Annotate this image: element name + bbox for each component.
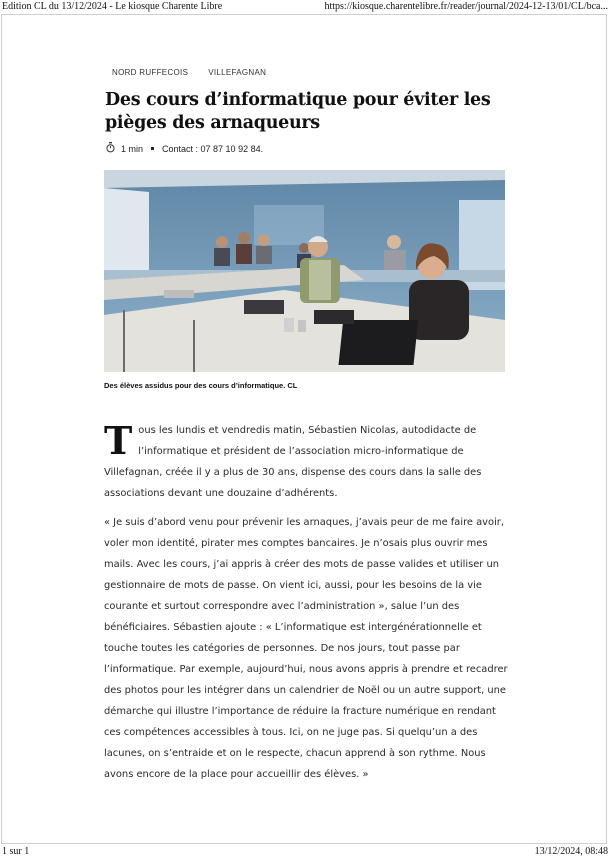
- print-header-title: Edition CL du 13/12/2024 - Le kiosque Charente Libre: [2, 1, 223, 12]
- article-meta: [106, 142, 263, 155]
- print-footer-page: 1 sur 1: [2, 846, 30, 857]
- article-title: Des cours d’informatique pour éviter les pièges des arnaqueurs: [105, 90, 491, 133]
- stopwatch-icon: [106, 142, 115, 155]
- print-footer-date: 13/12/2024, 08:48: [534, 846, 608, 857]
- paragraph-1: [104, 420, 509, 504]
- paragraph-1-text: ous les lundis et vendredis matin, Sébastien Nicolas, autodidacte de l’informatique et président de l’association micro-informatique de Villefagnan, créée il y a plus de 30 ans, dispense des cours dans la salle des associations devant une douzaine d’adhérents.: [104, 425, 482, 499]
- print-header-url: https://kiosque.charentelibre.fr/reader/journal/2024-12-13/01/CL/bca...: [324, 1, 608, 12]
- contact-info: Contact : 07 87 10 92 84.: [162, 143, 264, 154]
- read-time: 1 min: [121, 143, 144, 154]
- drop-cap: T: [104, 418, 133, 463]
- photo-caption: Des élèves assidus pour des cours d’informatique. CL: [104, 381, 298, 390]
- paragraph-2: « Je suis d’abord venu pour prévenir les arnaques, j’avais peur de me faire avoir, voler mon identité, pirater mes comptes bancaires. Je n’osais plus ouvrir mes mails. Avec les cours, j’ai appris à créer des mots de passe valides et utiliser un gestionnaire de mots de passe. On vient ici, aussi, pour les besoins de la vie courante et surtout correspondre avec l’administration », salue l’un des bénéficiaires. Sébastien ajoute : « L’informatique est intergénérationnelle et touche toutes les catégories de personnes. De nos jours, tout passe par l’informatique. Par exemple, aujourd’hui, nous avons appris à prendre et recadrer des photos pour les intégrer dans un calendrier de Noël ou un autre support, une démarche qui illustre l’importance de réduire la fracture numérique en rendant ces compétences accessibles à tous. Ici, on ne juge pas. Si quelqu’un a des lacunes, on s’entraide et on le respecte, chacun apprend à son rythme. Nous avons encore de la place pour accueillir des élèves. »: [104, 517, 508, 780]
- article-body: [104, 420, 509, 785]
- article-photo: [104, 170, 505, 372]
- article-tags: [112, 68, 266, 77]
- tag-nord-ruffecois[interactable]: NORD RUFFECOIS: [112, 68, 189, 77]
- tag-villefagnan[interactable]: VILLEFAGNAN: [208, 68, 267, 77]
- meta-separator: [151, 147, 154, 150]
